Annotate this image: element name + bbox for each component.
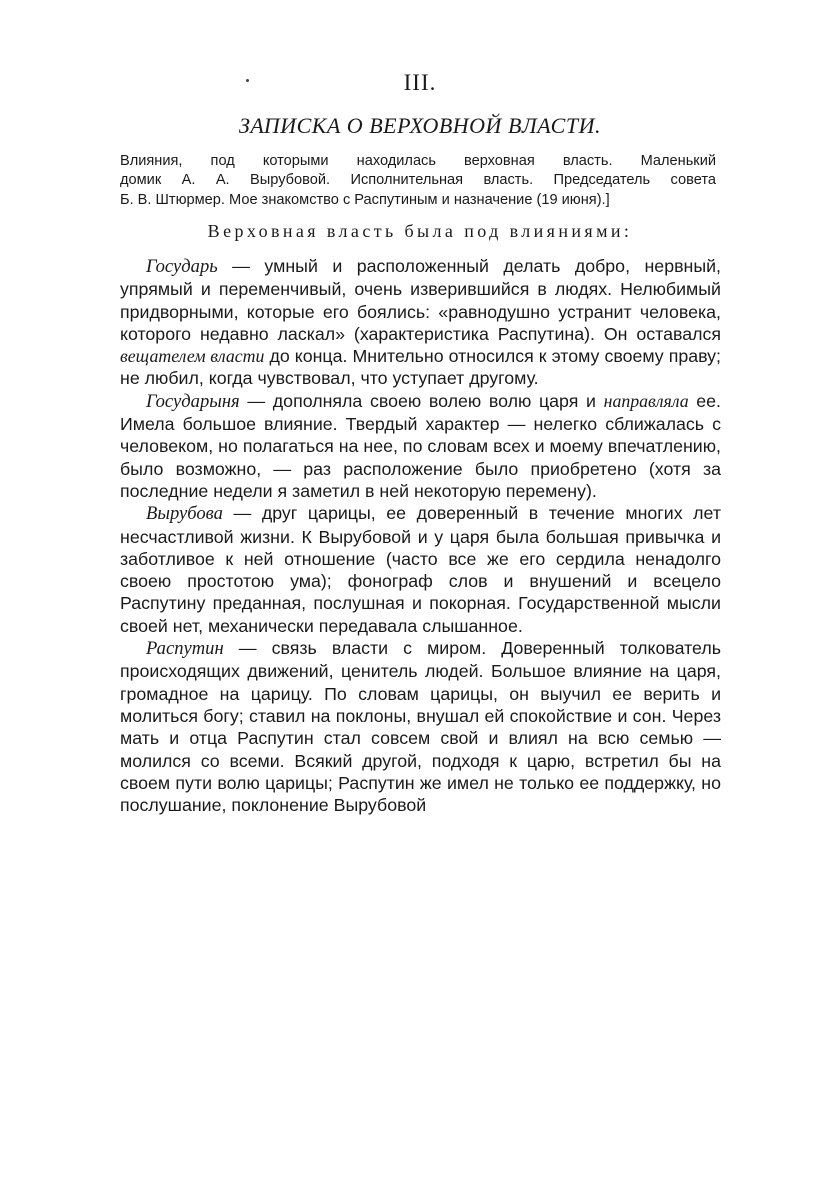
paragraph-text: до конца. Мнительно относился к этому своему праву; не любил, когда чувствовал, что уступает другому. [120,346,721,389]
summary-line: Б. В. Штюрмер. Мое знакомство с Распутиным и назначение (19 июня).] [120,191,610,208]
paragraph-name: Государь [146,256,218,277]
paragraph-vyrubova [120,502,721,637]
paragraph-text: — умный и расположенный делать добро, нервный, упрямый и переменчивый, очень изверившийся в людях. Нелюбимый придворными, которые его боялись: «равнодушно устранит человека, которого недавно ласкал» (характеристика Распутина). Он оставался [120,256,721,344]
paragraph-text: — дополняла своею волею волю царя и [239,390,604,411]
paragraph-name: Вырубова [146,503,223,525]
paragraph-text: — связь власти с миром. Доверенный толкователь происходящих движений, ценитель людей. Большое влияние на царя, громадное на царицу. По словам царицы, он выучил ее верить и молиться богу; ставил на поклоны, внушал ей спокойствие и сон. Через мать и отца Распутин стал совсем свой и влиял на всю семью — молился со всеми. Всякий другой, подходя к царю, встретил бы на своем пути волю царицы; Распутин же имел не только ее поддержку, но послушание, поклонение Вырубовой [120,638,721,816]
body-text [120,255,721,816]
paragraph-emphasis: направляла [603,390,689,411]
summary-line: Влияния, под которыми находилась верховная власть. Маленький [120,153,716,169]
paragraph-gosudar [120,255,721,390]
paragraph-name: Распутин [146,638,224,660]
chapter-summary [120,152,716,210]
summary-line: домик А. А. Вырубовой. Исполнительная власть. Председатель совета [120,172,716,189]
chapter-title: ЗАПИСКА О ВЕРХОВНОЙ ВЛАСТИ. [239,113,601,138]
paragraph-text: — друг царицы, ее доверенный в течение многих лет несчастливой жизни. К Вырубовой и у царя была большая привычка и заботливое к ней отношение (часто все же его сердила ненадолго своею простотою ума); фонограф слов и внушений и всецело Распутину преданная, послушная и покорная. Государственной мысли своей нет, механически передавала слышанное. [120,503,721,636]
paragraph-emphasis: вещателем власти [120,346,265,367]
paragraph-gosudarynya [120,390,721,502]
paragraph-name: Государыня [146,390,240,412]
paragraph-text: ее. Имела большое влияние. Твердый характер — нелегко сближалась с человеком, но полагаться на нее, по словам всех и моему впечатлению, было возможно, — раз расположение было приобретено (хотя за последние недели я заметил в ней некоторую перемену). [120,390,721,501]
paragraph-rasputin [120,637,721,816]
chapter-number: III. [403,70,437,95]
section-heading: Верховная власть была под влияниями: [207,221,633,241]
